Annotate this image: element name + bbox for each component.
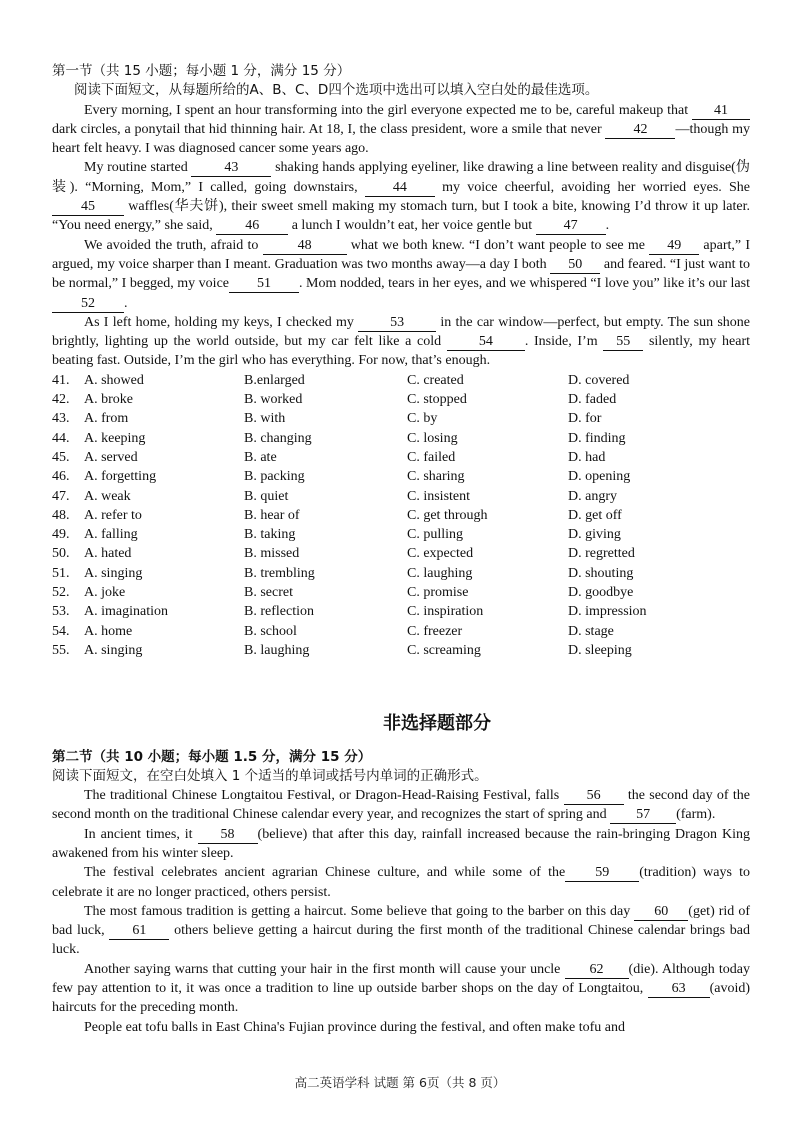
blank-48: 48 <box>263 238 347 255</box>
blank-56: 56 <box>564 788 624 805</box>
option-choice[interactable]: A. from <box>84 411 129 427</box>
blank-63: 63 <box>648 981 710 998</box>
option-choice[interactable]: D. get off <box>568 507 622 523</box>
option-choice[interactable]: B. taking <box>244 527 296 543</box>
option-choice[interactable]: A. home <box>84 623 133 639</box>
blank-52: 52 <box>52 296 124 313</box>
option-choice[interactable]: D. sleeping <box>568 642 632 658</box>
blank-46: 46 <box>216 218 288 235</box>
option-choice[interactable]: C. created <box>407 372 464 388</box>
text: (get) rid of bad luck, <box>52 903 750 939</box>
text: The most famous tradition is getting a haircut. Some believe that going to the barber on this day <box>84 903 635 919</box>
option-choice[interactable]: B. secret <box>244 585 293 601</box>
blank-54: 54 <box>447 334 525 351</box>
option-choice[interactable]: B. worked <box>244 392 303 408</box>
passage2-paragraph <box>52 1018 750 1037</box>
option-choice[interactable]: A. keeping <box>84 430 146 446</box>
passage1-paragraph <box>52 101 750 159</box>
option-choice[interactable]: C. by <box>407 411 438 427</box>
text: a lunch I wouldn’t eat, her voice gentle but <box>288 218 536 234</box>
section2-instruction: 阅读下面短文，在空白处填入 1 个适当的单词或括号内单词的正确形式。 <box>52 767 488 784</box>
option-choice[interactable]: D. regretted <box>568 546 635 562</box>
option-choice[interactable]: D. shouting <box>568 565 634 581</box>
option-choice[interactable]: A. forgetting <box>84 469 157 485</box>
option-choice[interactable]: D. covered <box>568 372 630 388</box>
option-choice[interactable]: B. laughing <box>244 642 310 658</box>
passage2-paragraph <box>52 902 750 960</box>
text: (farm). <box>676 807 716 823</box>
text: shaking hands applying eyeliner, like drawing a line between reality and disguise(伪装). “Morning, Mom,” I called, going downstairs, <box>52 160 751 195</box>
option-number: 52. <box>52 585 70 601</box>
option-choice[interactable]: C. promise <box>407 585 469 601</box>
option-number: 50. <box>52 546 70 562</box>
option-choice[interactable]: B. reflection <box>244 604 314 620</box>
blank-60: 60 <box>634 904 688 921</box>
option-choice[interactable]: B. changing <box>244 430 312 446</box>
exam-page <box>52 62 750 1037</box>
text: apart,” I argued, my voice sharper than I meant. Graduation was two months away—a day I both <box>52 237 751 272</box>
option-choice[interactable]: A. joke <box>84 585 126 601</box>
text: in the car window—perfect, but empty. The sun shone brightly, lighting up the world outside, but my car felt like a cold <box>52 314 750 350</box>
option-choice[interactable]: A. weak <box>84 488 131 504</box>
blank-61: 61 <box>109 923 169 940</box>
option-number: 45. <box>52 449 70 465</box>
option-choice[interactable]: B. school <box>244 623 297 639</box>
option-number: 48. <box>52 507 70 523</box>
option-choice[interactable]: B.enlarged <box>244 372 305 388</box>
option-number: 43. <box>52 411 70 427</box>
text: . <box>605 218 610 234</box>
option-choice[interactable]: C. stopped <box>407 392 467 408</box>
option-number: 55. <box>52 642 70 658</box>
option-choice[interactable]: B. ate <box>244 449 277 465</box>
text: (avoid) haircuts for the preceding month. <box>52 981 750 1016</box>
blank-53: 53 <box>358 315 436 332</box>
text: silently, my heart beating fast. Outside, I’m the girl who has everything. For now, that’s enough. <box>52 334 750 369</box>
blank-45: 45 <box>52 199 124 216</box>
page-footer: 高二英语学科 试题 第 6页（共 8 页） <box>294 1075 506 1090</box>
text: As I left home, holding my keys, I checked my <box>84 314 359 330</box>
option-choice[interactable]: D. for <box>568 411 602 427</box>
blank-51: 51 <box>229 276 299 293</box>
option-choice[interactable]: B. trembling <box>244 565 315 581</box>
option-choice[interactable]: D. impression <box>568 604 647 620</box>
text: . Mom nodded, tears in her eyes, and we whispered “I love you” like it’s our last <box>299 276 750 292</box>
passage2-paragraph <box>52 960 750 1018</box>
text: Another saying warns that cutting your hair in the first month will cause your uncle <box>84 961 565 977</box>
blank-47: 47 <box>536 218 606 235</box>
option-choice[interactable]: B. packing <box>244 469 305 485</box>
option-choice[interactable]: C. losing <box>407 430 458 446</box>
text: . <box>124 295 128 311</box>
option-number: 46. <box>52 469 70 485</box>
option-choice[interactable]: D. goodbye <box>568 585 634 601</box>
section1-instruction: 阅读下面短文，从每题所给的A、B、C、D四个选项中选出可以填入空白处的最佳选项。 <box>74 82 599 99</box>
option-choice[interactable]: C. get through <box>407 507 488 523</box>
blank-55: 55 <box>603 334 643 351</box>
blank-58: 58 <box>198 827 258 844</box>
option-choice[interactable]: C. sharing <box>407 469 465 485</box>
text: and feared. “I just want to be normal,” I begged, my voice <box>52 256 750 292</box>
passage2-paragraph <box>52 863 750 902</box>
options-table <box>52 371 750 660</box>
option-choice[interactable]: A. showed <box>84 372 144 388</box>
text: (tradition) ways to celebrate it are no longer practiced, others persist. <box>52 865 751 900</box>
option-number: 51. <box>52 565 70 581</box>
blank-59: 59 <box>565 865 639 882</box>
option-choice[interactable]: B. hear of <box>244 507 300 523</box>
text: the second day of the second month on the traditional Chinese calendar every year, and recognizes the start of spring and <box>52 788 750 823</box>
option-choice[interactable]: A. refer to <box>84 507 142 523</box>
option-number: 44. <box>52 430 70 446</box>
section1-header: 第一节（共 15 小题；每小题 1 分，满分 15 分） <box>52 63 351 79</box>
option-choice[interactable]: B. quiet <box>244 488 289 504</box>
option-choice[interactable]: D. finding <box>568 430 626 446</box>
text: my voice cheerful, avoiding her worried eyes. She <box>434 179 750 195</box>
text: The festival celebrates ancient agrarian Chinese culture, and while some of the <box>84 865 566 881</box>
option-choice[interactable]: A. singing <box>84 565 143 581</box>
option-choice[interactable]: A. served <box>84 449 138 465</box>
option-choice[interactable]: C. expected <box>407 546 474 562</box>
text: We avoided the truth, afraid to <box>84 237 263 253</box>
section2-header: 第二节（共 10 小题；每小题 1.5 分，满分 15 分） <box>52 748 372 765</box>
option-choice[interactable]: A. imagination <box>84 604 168 620</box>
passage1-paragraph <box>52 236 750 313</box>
blank-44: 44 <box>365 180 435 197</box>
text: The traditional Chinese Longtaitou Festival, or Dragon-Head-Raising Festival, falls <box>84 788 564 804</box>
blank-42: 42 <box>605 122 675 139</box>
passage2-paragraph <box>52 786 750 825</box>
passage1-paragraph <box>52 158 750 235</box>
option-number: 49. <box>52 527 70 543</box>
blank-50: 50 <box>550 257 600 274</box>
option-choice[interactable]: B. with <box>244 411 286 427</box>
option-number: 53. <box>52 604 70 620</box>
passage1-paragraph <box>52 313 750 371</box>
option-choice[interactable]: A. broke <box>84 392 133 408</box>
option-choice[interactable]: C. laughing <box>407 565 473 581</box>
option-choice[interactable]: C. pulling <box>407 527 464 543</box>
text: (die). Although today few pay attention to it, it was once a tradition to line up outside barber shops on the day of Longtaitou, <box>52 961 750 997</box>
option-choice[interactable]: C. insistent <box>407 488 471 504</box>
option-number: 41. <box>52 372 70 388</box>
option-choice[interactable]: D. giving <box>568 527 621 543</box>
text: My routine started <box>84 160 192 176</box>
option-number: 47. <box>52 488 70 504</box>
blank-41: 41 <box>692 103 750 120</box>
option-choice[interactable]: A. singing <box>84 642 143 658</box>
option-choice[interactable]: D. opening <box>568 469 631 485</box>
passage2-paragraph <box>52 825 750 864</box>
option-choice[interactable]: C. failed <box>407 449 456 465</box>
option-choice[interactable]: A. falling <box>84 527 138 543</box>
text: People eat tofu balls in East China's Fujian province during the festival, and often make tofu and <box>84 1019 626 1035</box>
text: —though my heart felt heavy. I was diagnosed cancer some years ago. <box>52 121 751 157</box>
blank-49: 49 <box>649 238 699 255</box>
part2-title: 非选择题部分 <box>383 713 491 735</box>
text: Every morning, I spent an hour transforming into the girl everyone expected me to be, careful makeup that <box>84 102 692 118</box>
text: waffles(华夫饼), their sweet smell making my stomach turn, but I took a bite, knowing I’d throw it up later. “You need energy,” she said, <box>52 199 750 234</box>
option-choice[interactable]: A. hated <box>84 546 132 562</box>
option-number: 54. <box>52 623 70 639</box>
option-choice[interactable]: C. inspiration <box>407 604 484 620</box>
blank-43: 43 <box>191 160 271 177</box>
option-choice[interactable]: D. had <box>568 449 606 465</box>
text: others believe getting a haircut during the first month of the traditional Chinese calendar brings bad luck. <box>52 923 750 958</box>
text: In ancient times, it <box>84 826 198 842</box>
option-choice[interactable]: D. faded <box>568 392 617 408</box>
option-choice[interactable]: B. missed <box>244 546 300 562</box>
option-number: 42. <box>52 392 70 408</box>
text: dark circles, a ponytail that hid thinning hair. At 18, I, the class president, wore a smile that never <box>52 121 606 137</box>
option-choice[interactable]: D. angry <box>568 488 617 504</box>
option-choice[interactable]: C. freezer <box>407 623 463 639</box>
option-choice[interactable]: C. screaming <box>407 642 481 658</box>
text: what we both knew. “I don’t want people to see me <box>346 237 650 253</box>
text: (believe) that after this day, rainfall increased because the rain-bringing Dragon King awakened from his winter sleep. <box>52 826 751 861</box>
blank-57: 57 <box>610 807 676 824</box>
option-choice[interactable]: D. stage <box>568 623 614 639</box>
blank-62: 62 <box>565 962 629 979</box>
text: . Inside, I’m <box>524 334 604 350</box>
